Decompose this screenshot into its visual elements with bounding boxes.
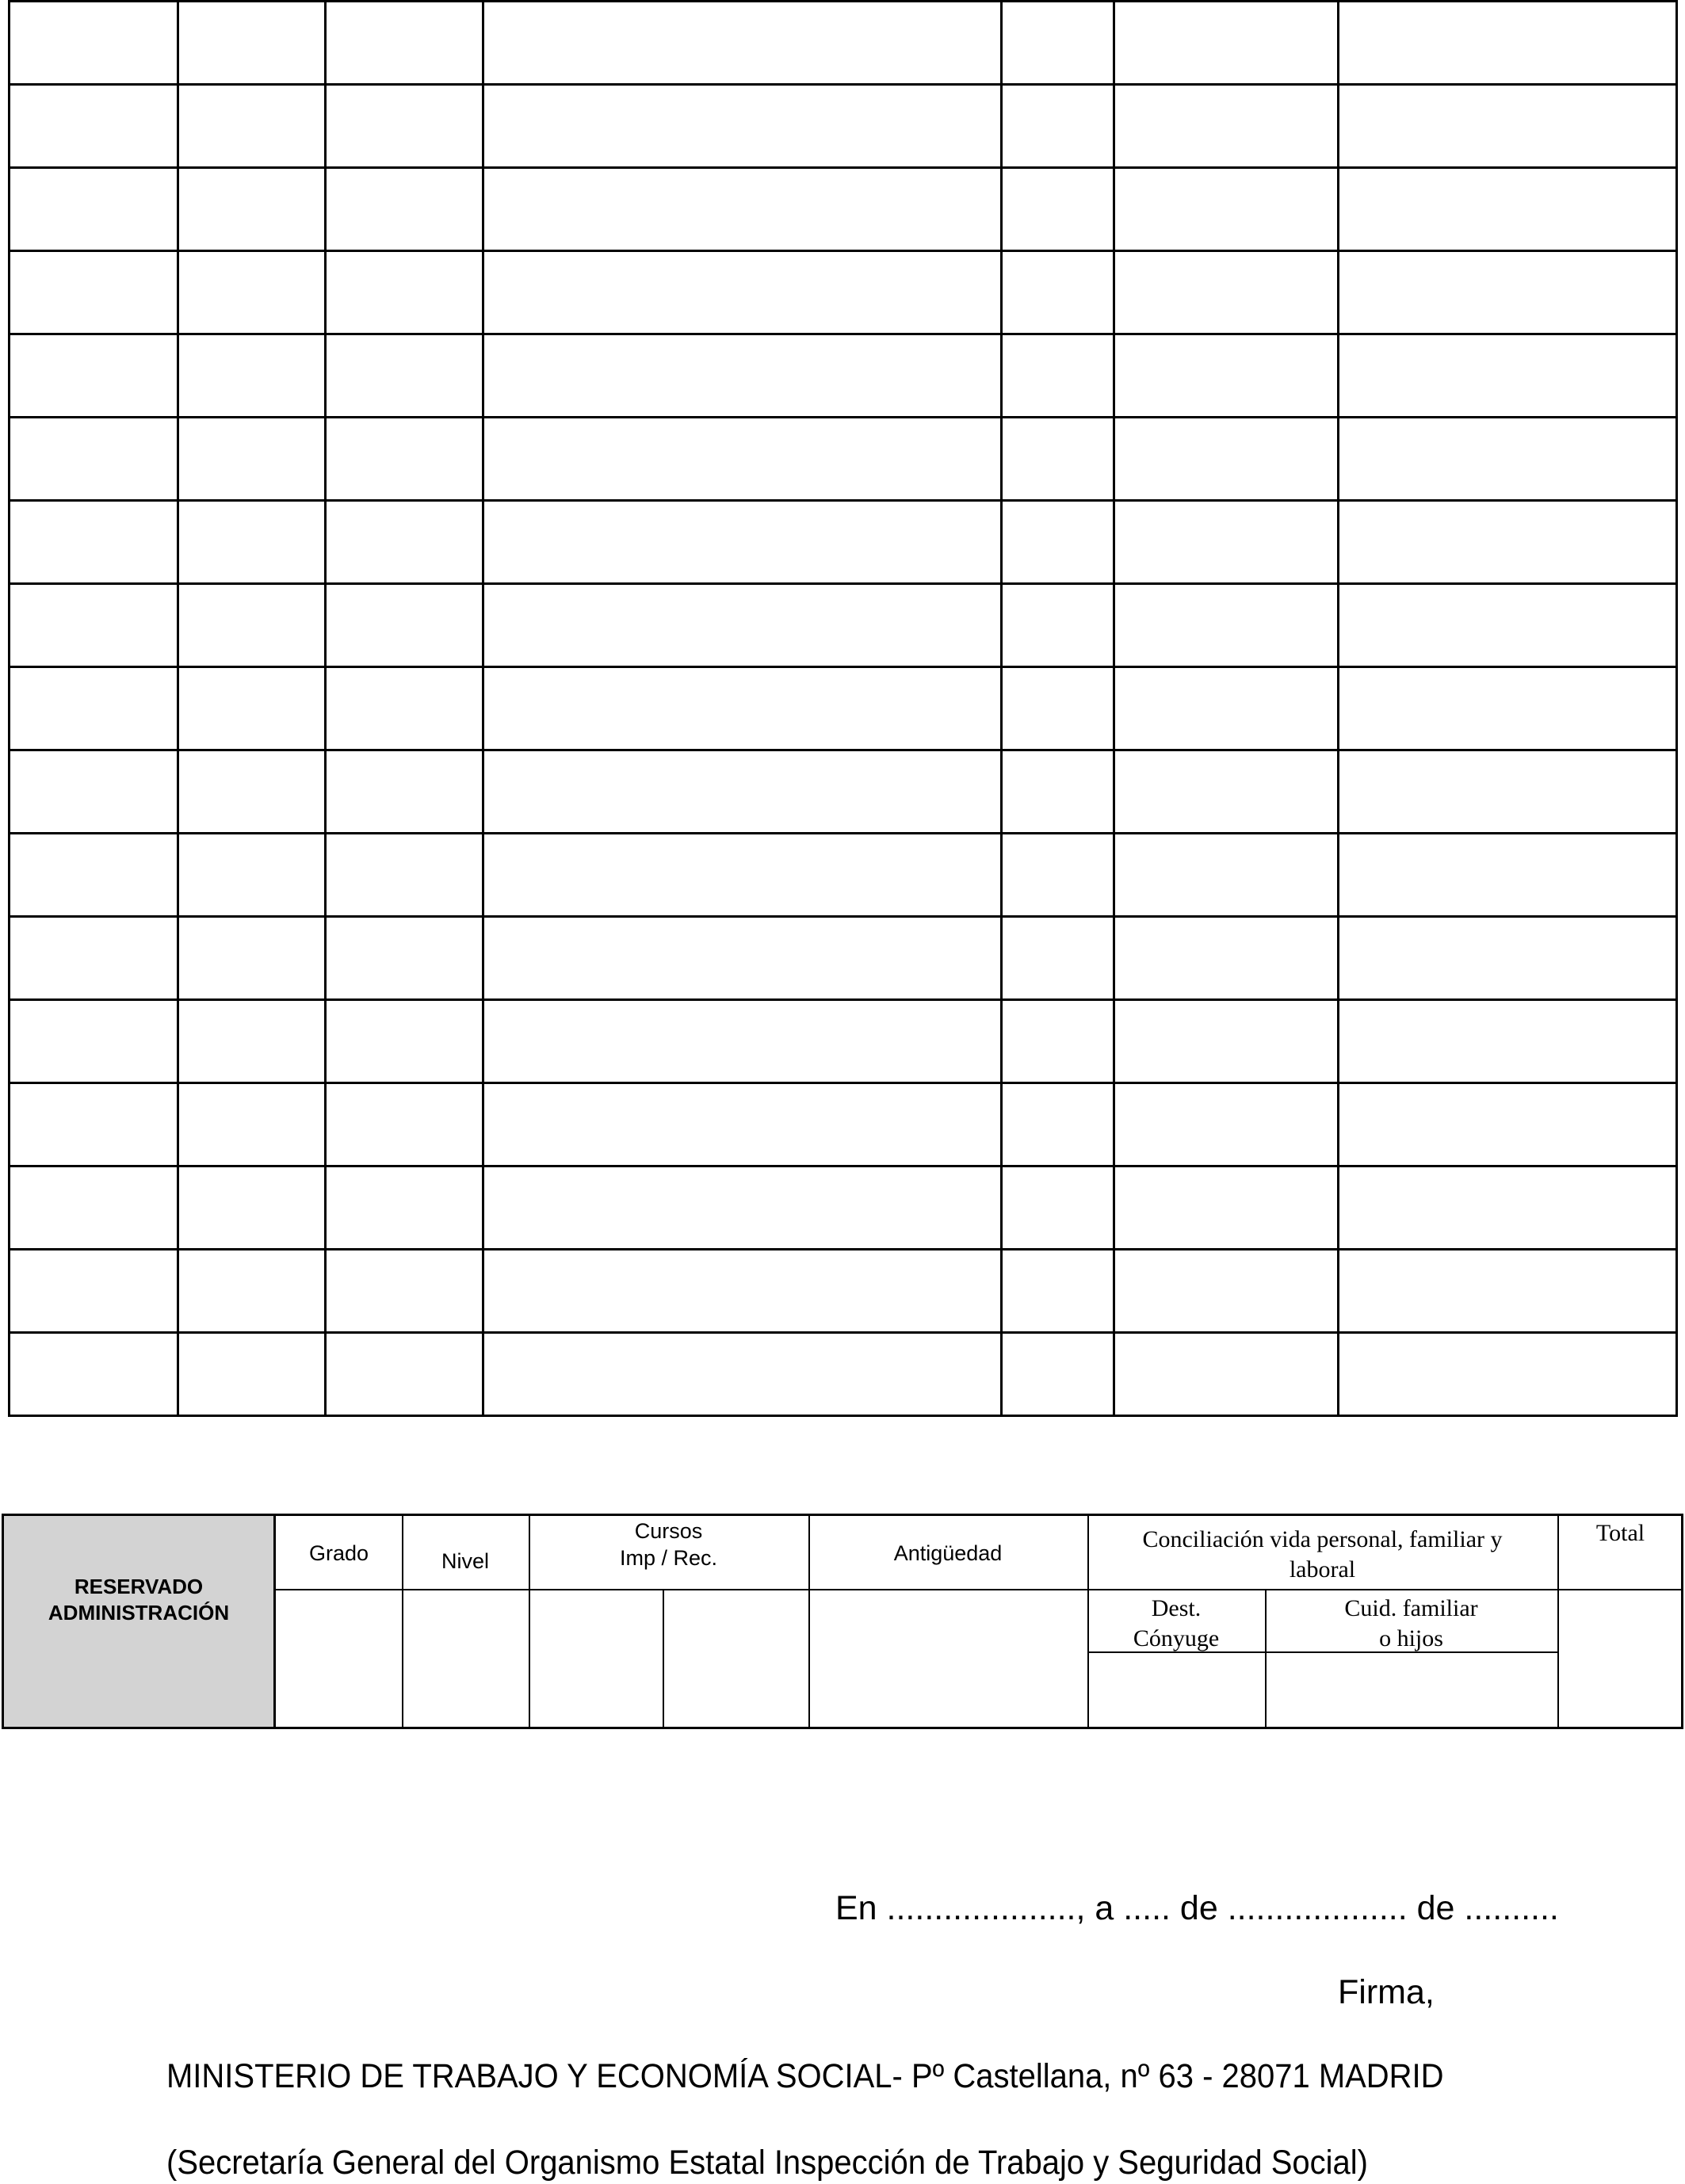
date-line: En ...................., a ..... de ................... de ..........	[835, 1889, 1559, 1927]
grid-cell[interactable]	[1114, 750, 1339, 834]
grid-row	[10, 667, 1677, 750]
grid-cell[interactable]	[326, 334, 483, 418]
grid-row	[10, 834, 1677, 917]
grid-cell[interactable]	[10, 1166, 178, 1250]
header-cursos-line1: Cursos	[634, 1519, 703, 1543]
grid-cell[interactable]	[1002, 85, 1114, 168]
grid-row	[10, 2, 1677, 85]
grid-cell[interactable]	[483, 750, 1002, 834]
grid-cell[interactable]	[10, 667, 178, 750]
grid-cell[interactable]	[178, 1083, 326, 1166]
grid-cell[interactable]	[326, 85, 483, 168]
secretariat-name: (Secretaría General del Organismo Estatal Inspección de Trabajo y Seguridad Social)	[166, 2144, 1368, 2182]
grid-cell[interactable]	[10, 1333, 178, 1416]
grid-cell[interactable]	[10, 584, 178, 667]
grid-cell[interactable]	[1339, 667, 1677, 750]
grid-cell[interactable]	[1114, 1333, 1339, 1416]
grid-cell[interactable]	[1114, 917, 1339, 1000]
grid-cell[interactable]	[483, 1166, 1002, 1250]
grid-cell[interactable]	[178, 834, 326, 917]
grid-cell[interactable]	[1339, 418, 1677, 501]
grid-cell[interactable]	[1002, 168, 1114, 251]
grid-cell[interactable]	[483, 2, 1002, 85]
grid-cell[interactable]	[10, 334, 178, 418]
grid-row	[10, 1000, 1677, 1083]
grid-row	[10, 334, 1677, 418]
grid-cell[interactable]	[1339, 168, 1677, 251]
grid-cell[interactable]	[1339, 1333, 1677, 1416]
grid-row	[10, 501, 1677, 584]
grid-cell[interactable]	[483, 1083, 1002, 1166]
input-cuid-familiar[interactable]	[1267, 1655, 1556, 1727]
grid-cell[interactable]	[178, 168, 326, 251]
grid-cell[interactable]	[326, 1000, 483, 1083]
grid-cell[interactable]	[483, 501, 1002, 584]
grid-cell[interactable]	[1339, 917, 1677, 1000]
input-dest-conyuge[interactable]	[1090, 1655, 1263, 1727]
grid-cell[interactable]	[483, 834, 1002, 917]
grid-cell[interactable]	[1002, 501, 1114, 584]
grid-cell[interactable]	[1339, 251, 1677, 334]
grid-cell[interactable]	[10, 1083, 178, 1166]
input-grado[interactable]	[278, 1592, 400, 1727]
grid-cell[interactable]	[483, 1333, 1002, 1416]
grid-cell[interactable]	[1339, 2, 1677, 85]
grid-row	[10, 584, 1677, 667]
grid-cell[interactable]	[178, 750, 326, 834]
input-cursos-rec[interactable]	[665, 1592, 807, 1727]
reserved-title	[2, 1574, 276, 1625]
grid-cell[interactable]	[178, 251, 326, 334]
grid-cell[interactable]	[1339, 1250, 1677, 1333]
grid-cell[interactable]	[483, 584, 1002, 667]
grid-cell[interactable]	[10, 85, 178, 168]
grid-cell[interactable]	[1114, 1000, 1339, 1083]
grid-cell[interactable]	[483, 1000, 1002, 1083]
header-cursos	[529, 1518, 808, 1572]
grid-cell[interactable]	[10, 168, 178, 251]
grid-cell[interactable]	[1002, 1083, 1114, 1166]
grid-cell[interactable]	[10, 2, 178, 85]
grid-row	[10, 418, 1677, 501]
sub-dest-conyuge	[1087, 1594, 1265, 1653]
header-cursos-line2: Imp / Rec.	[619, 1545, 718, 1570]
header-conciliacion: Conciliación vida personal, familiar y laboral	[1142, 1526, 1503, 1583]
grid-cell[interactable]	[10, 418, 178, 501]
grid-row	[10, 750, 1677, 834]
input-total[interactable]	[1560, 1592, 1681, 1727]
grid-cell[interactable]	[1114, 667, 1339, 750]
sub-cuid-line1: Cuid. familiar	[1344, 1595, 1478, 1621]
grid-cell[interactable]	[483, 917, 1002, 1000]
header-divider	[276, 1589, 1683, 1590]
grid-cell[interactable]	[1339, 584, 1677, 667]
sub-dest-line2: Cónyuge	[1133, 1625, 1220, 1651]
header-antiguedad: Antigüedad	[893, 1541, 1003, 1565]
grid-cell[interactable]	[1002, 667, 1114, 750]
grid-row	[10, 1083, 1677, 1166]
input-antiguedad[interactable]	[811, 1592, 1086, 1727]
grid-cell[interactable]	[178, 2, 326, 85]
grid-cell[interactable]	[1339, 501, 1677, 584]
grid-cell[interactable]	[1002, 834, 1114, 917]
grid-cell[interactable]	[326, 834, 483, 917]
reserved-administration-block	[2, 1514, 1683, 1729]
grid-cell[interactable]	[1002, 1166, 1114, 1250]
grid-cell[interactable]	[1002, 584, 1114, 667]
grid-cell[interactable]	[326, 501, 483, 584]
grid-cell[interactable]	[10, 917, 178, 1000]
grid-cell[interactable]	[178, 1166, 326, 1250]
header-total: Total	[1595, 1520, 1645, 1546]
grid-cell[interactable]	[10, 501, 178, 584]
grid-cell[interactable]	[483, 85, 1002, 168]
grid-cell[interactable]	[483, 1250, 1002, 1333]
grid-row	[10, 1333, 1677, 1416]
grid-cell[interactable]	[1002, 1333, 1114, 1416]
grid-cell[interactable]	[1114, 418, 1339, 501]
reserved-title-line2: ADMINISTRACIÓN	[48, 1600, 230, 1625]
grid-cell[interactable]	[1114, 1250, 1339, 1333]
grid-cell[interactable]	[10, 750, 178, 834]
grid-row	[10, 168, 1677, 251]
reserved-title-line1: RESERVADO	[74, 1575, 204, 1598]
grid-cell[interactable]	[178, 667, 326, 750]
grid-cell[interactable]	[1002, 1250, 1114, 1333]
grid-cell[interactable]	[326, 1083, 483, 1166]
grid-cell[interactable]	[1114, 85, 1339, 168]
grid-cell[interactable]	[483, 667, 1002, 750]
grid-cell[interactable]	[326, 1166, 483, 1250]
grid-cell[interactable]	[1114, 2, 1339, 85]
grid-cell[interactable]	[1002, 2, 1114, 85]
grid-cell[interactable]	[178, 917, 326, 1000]
grid-cell[interactable]	[326, 2, 483, 85]
grid-cell[interactable]	[178, 1000, 326, 1083]
grid-cell[interactable]	[1114, 501, 1339, 584]
grid-cell[interactable]	[1114, 168, 1339, 251]
grid-cell[interactable]	[1339, 334, 1677, 418]
sub-dest-line1: Dest.	[1151, 1595, 1202, 1621]
grid-cell[interactable]	[1339, 1000, 1677, 1083]
grid-cell[interactable]	[1114, 334, 1339, 418]
grid-row	[10, 85, 1677, 168]
grid-cell[interactable]	[326, 917, 483, 1000]
grid-cell[interactable]	[1002, 334, 1114, 418]
grid-cell[interactable]	[1114, 1083, 1339, 1166]
grid-cell[interactable]	[1114, 834, 1339, 917]
grid-cell[interactable]	[326, 750, 483, 834]
grid-cell[interactable]	[1002, 1000, 1114, 1083]
entry-grid	[8, 0, 1678, 1417]
grid-row	[10, 917, 1677, 1000]
grid-cell[interactable]	[178, 334, 326, 418]
grid-cell[interactable]	[483, 251, 1002, 334]
grid-cell[interactable]	[10, 251, 178, 334]
grid-row	[10, 1166, 1677, 1250]
grid-cell[interactable]	[1002, 418, 1114, 501]
grid-cell[interactable]	[10, 1000, 178, 1083]
grid-cell[interactable]	[326, 584, 483, 667]
grid-cell[interactable]	[1002, 917, 1114, 1000]
grid-cell[interactable]	[1002, 251, 1114, 334]
ministry-address: MINISTERIO DE TRABAJO Y ECONOMÍA SOCIAL- Pº Castellana, nº 63 - 28071 MADRID	[166, 2057, 1444, 2095]
divider-cursos-sub	[663, 1589, 664, 1729]
grid-cell[interactable]	[178, 584, 326, 667]
grid-cell[interactable]	[326, 168, 483, 251]
grid-cell[interactable]	[1339, 85, 1677, 168]
grid-cell[interactable]	[1339, 1083, 1677, 1166]
grid-row	[10, 1250, 1677, 1333]
grid-cell[interactable]	[178, 501, 326, 584]
sub-cuid-familiar	[1265, 1594, 1557, 1653]
sub-cuid-line2: o hijos	[1379, 1625, 1443, 1651]
grid-cell[interactable]	[483, 168, 1002, 251]
grid-cell[interactable]	[1114, 251, 1339, 334]
grid-cell[interactable]	[178, 418, 326, 501]
signature-label: Firma,	[1338, 1973, 1435, 2011]
grid-cell[interactable]	[1339, 1166, 1677, 1250]
grid-cell[interactable]	[1114, 1166, 1339, 1250]
grid-cell[interactable]	[1114, 584, 1339, 667]
grid-cell[interactable]	[326, 251, 483, 334]
divider-grado-nivel	[402, 1514, 403, 1729]
header-grado: Grado	[308, 1541, 369, 1565]
grid-cell[interactable]	[10, 1250, 178, 1333]
grid-cell[interactable]	[178, 1250, 326, 1333]
grid-cell[interactable]	[178, 1333, 326, 1416]
grid-cell[interactable]	[326, 1250, 483, 1333]
grid-row	[10, 251, 1677, 334]
input-cursos-imp[interactable]	[531, 1592, 661, 1727]
grid-cell[interactable]	[1002, 750, 1114, 834]
grid-cell[interactable]	[483, 418, 1002, 501]
grid-cell[interactable]	[326, 418, 483, 501]
grid-cell[interactable]	[1339, 834, 1677, 917]
header-nivel: Nivel	[441, 1549, 489, 1573]
grid-cell[interactable]	[326, 667, 483, 750]
grid-cell[interactable]	[1339, 750, 1677, 834]
grid-cell[interactable]	[10, 834, 178, 917]
grid-cell[interactable]	[483, 334, 1002, 418]
input-nivel[interactable]	[404, 1592, 527, 1727]
grid-cell[interactable]	[178, 85, 326, 168]
grid-cell[interactable]	[326, 1333, 483, 1416]
